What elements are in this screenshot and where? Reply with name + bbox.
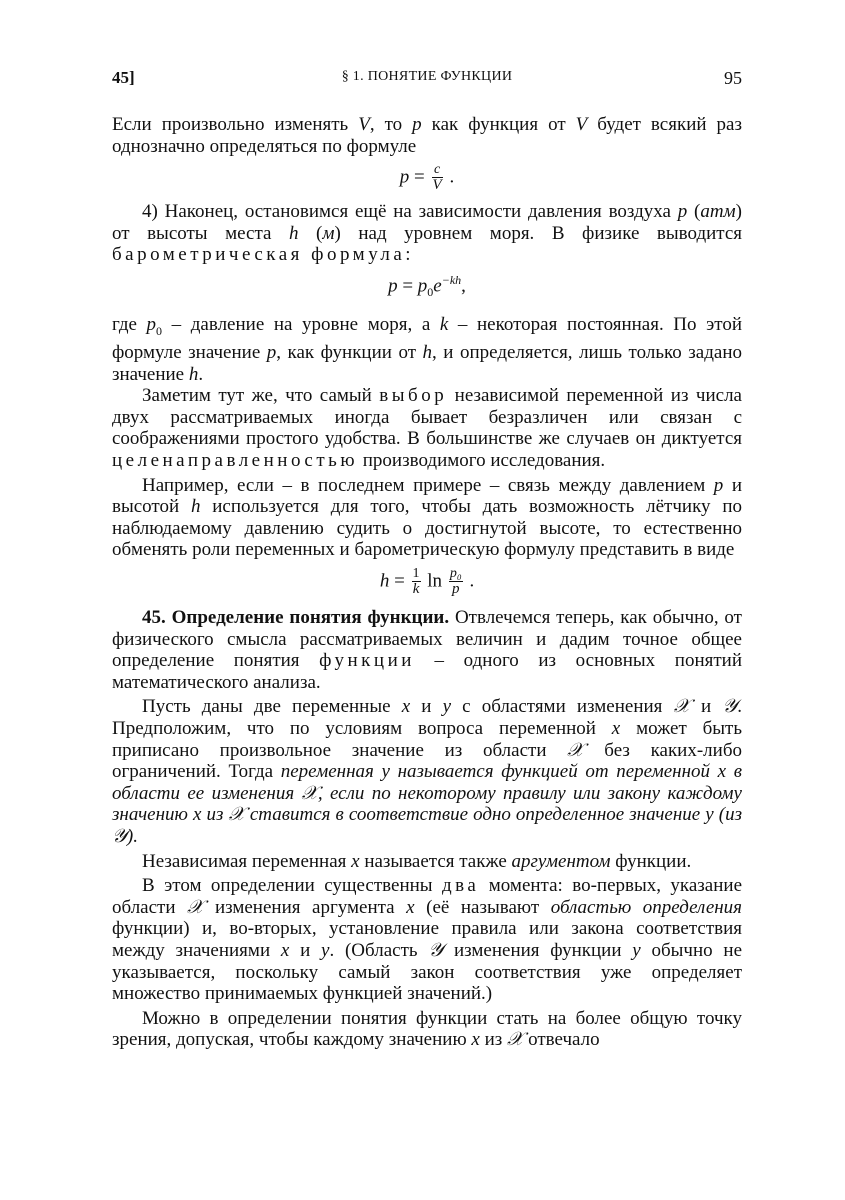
formula-p-equals-c-over-v: p = $\frac{c}{V}$ .: [399, 162, 455, 194]
function-definition-italic: переменная y называется функцией от переменной x в области ее изменения 𝒳, если по некоторому правилу или закону каждому значению x из 𝒳 ставится в соответствие одно определенное значение y (из 𝒴).: [112, 761, 742, 847]
paragraph-function-definition: Пусть даны две переменные x и y с областями изменения 𝒳 и 𝒴. Предположим, что по условиям вопроса переменной x может быть приписано произвольное значение из области 𝒳 без каких-либо ограничений. Тогда переменная y называется функцией от переменной x в области ее изменения 𝒳, если по некоторому правилу или закону каждому значению x из 𝒳 ставится в соответствие одно определенное значение y (из 𝒴).: [112, 695, 743, 847]
paragraph-argument: Независимая переменная x называется также аргументом функции.: [142, 850, 692, 872]
running-header: [112, 68, 742, 92]
section-45-number: 45.: [142, 607, 172, 629]
page-number: 95: [724, 68, 742, 88]
formula-barometric: $p = p_0e^{-kh}$,: [388, 272, 466, 300]
formula-h-equals-ln: h = $\frac{1}{k}$ ln $\frac{\text{p₀}}{p}$ .: [379, 566, 475, 598]
paragraph-general-viewpoint: Можно в определении понятия функции стать на более общую точку зрения, допуская, чтобы каждому значению x из 𝒳 отвечало: [112, 1007, 742, 1051]
section-number: 45]: [112, 68, 135, 87]
paragraph-p0-definition: где $p_0$ – давление на уровне моря, а k – некоторая постоянная. По этой формуле значение p, как функции от h, и определяется, лишь только задано значение h.: [112, 313, 743, 385]
running-title: § 1. ПОНЯТИЕ ФУНКЦИИ: [341, 69, 513, 84]
paragraph-pv-dependence: Если произвольно изменять V, то p как функция от V будет всякий раз однозначно определяться по формуле: [112, 114, 742, 157]
paragraph-example-pilot: Например, если – в последнем примере – связь между давлением p и высотой h используется для того, чтобы дать возможность лётчику по наблюдаемому давлению судить о достигнутой высоте, то естественно обменять роли переменных и барометрическую формулу представить в виде: [112, 474, 743, 561]
page-body: [112, 114, 742, 1051]
paragraph-barometric: 4) Наконец, остановимся ещё на зависимости давления воздуха p (атм) от высоты места h (м) над уровнем моря. В физике выводится барометрическая формула:: [112, 201, 743, 266]
section-45-title: Определение понятия функции.: [171, 607, 450, 629]
paragraph-two-aspects: В этом определении существенны два момента: во-первых, указание области 𝒳 изменения аргумента x (её называют областью определения функции) и, во-вторых, установление правила или закона соответствия между значениями x и y. (Область 𝒴 изменения функции y обычно не указывается, поскольку самый закон соответствия уже определяет множество принимаемых функцией значений.): [112, 875, 743, 1005]
paragraph-choice-of-variable: Заметим тут же, что самый выбор независимой переменной из числа двух рассматриваемых иногда бывает безразличен или связан с соображениями простого удобства. В большинстве же случаев он диктуется целенаправленностью производимого исследования.: [112, 385, 742, 472]
section-45-heading-paragraph: 45. Определение понятия функции. Отвлечемся теперь, как обычно, от физического смысла рассматриваемых величин и дадим точное общее определение понятия функции – одного из основных понятий математического анализа.: [112, 607, 742, 693]
